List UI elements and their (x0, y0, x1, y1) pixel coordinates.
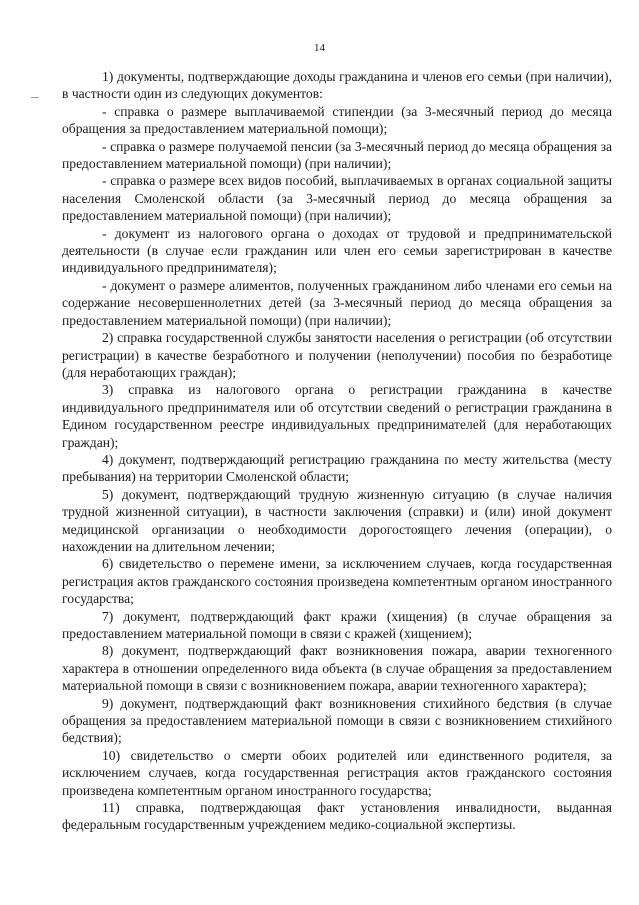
paragraph-item-5: 5) документ, подтверждающий трудную жизненную ситуацию (в случае наличия трудной жизненной ситуации), в частности заключения (справки) и (или) иной документ медицинской организации о необходимости дорогостоящего лечения (операции), о нахождении на длительном лечении; (62, 486, 612, 554)
paragraph-alimony-document: - документ о размере алиментов, полученных гражданином либо членами его семьи на содержание несовершеннолетних детей (за 3-месячный период до месяца обращения за предоставлением материальной помощи) (при наличии); (62, 277, 612, 328)
paragraph-tax-income-document: - документ из налогового органа о доходах от трудовой и предпринимательской деятельности (в случае если гражданин или член его семьи зарегистрирован в качестве индивидуального предпринимателя); (62, 225, 612, 276)
paragraph-item-4: 4) документ, подтверждающий регистрацию гражданина по месту жительства (месту пребывания) на территории Смоленской области; (62, 451, 612, 485)
paragraph-item-3: 3) справка из налогового органа о регистрации гражданина в качестве индивидуального предпринимателя или об отсутствии сведений о регистрации гражданина в Едином государственном реестре индивидуальных предпринимателей (для неработающих граждан); (62, 382, 612, 450)
document-body (62, 68, 612, 834)
paragraph-item-6: 6) свидетельство о перемене имени, за исключением случаев, когда государственная регистрация актов гражданского состояния произведена компетентным органом иностранного государства; (62, 556, 612, 607)
paragraph-item-7: 7) документ, подтверждающий факт кражи (хищения) (в случае обращения за предоставлением материальной помощи в связи с кражей (хищением); (62, 608, 612, 641)
paragraph-item-2: 2) справка государственной службы занятости населения о регистрации (об отсутствии регистрации) в качестве безработного и получении (неполучении) пособия по безработице (для неработающих граждан); (62, 330, 612, 380)
page-number: 14 (314, 42, 325, 54)
scan-mark (31, 97, 39, 98)
paragraph-item-8: 8) документ, подтверждающий факт возникновения пожара, аварии техногенного характера в отношении определенного вида объекта (в случае обращения за предоставлением материальной помощи в связи с возникновением пожара, аварии техногенного характера); (62, 643, 612, 694)
paragraph-item-10: 10) свидетельство о смерти обоих родителей или единственного родителя, за исключением случаев, когда государственная регистрация актов гражданского состояния произведена компетентным органом иностранного государства; (62, 747, 612, 798)
paragraph-item-1: 1) документы, подтверждающие доходы гражданина и членов его семьи (при наличии), в частности один из следующих документов: (62, 69, 612, 102)
paragraph-benefits-certificate: - справка о размере всех видов пособий, выплачиваемых в органах социальной защиты населения Смоленской области (за 3-месячный период до месяца обращения за предоставлением материальной помощи) (при наличии); (62, 173, 612, 224)
paragraph-stipend-certificate: - справка о размере выплачиваемой стипендии (за 3-месячный период до месяца обращения за предоставлением материальной помощи); (62, 103, 612, 137)
paragraph-item-11: 11) справка, подтверждающая факт установления инвалидности, выданная федеральным государственным учреждением медико-социальной экспертизы. (62, 800, 612, 833)
paragraph-pension-certificate: - справка о размере получаемой пенсии (за 3-месячный период до месяца обращения за предоставлением материальной помощи) (при наличии); (62, 138, 612, 172)
paragraph-item-9: 9) документ, подтверждающий факт возникновения стихийного бедствия (в случае обращения за предоставлением материальной помощи в связи с возникновением стихийного бедствия); (62, 695, 612, 746)
